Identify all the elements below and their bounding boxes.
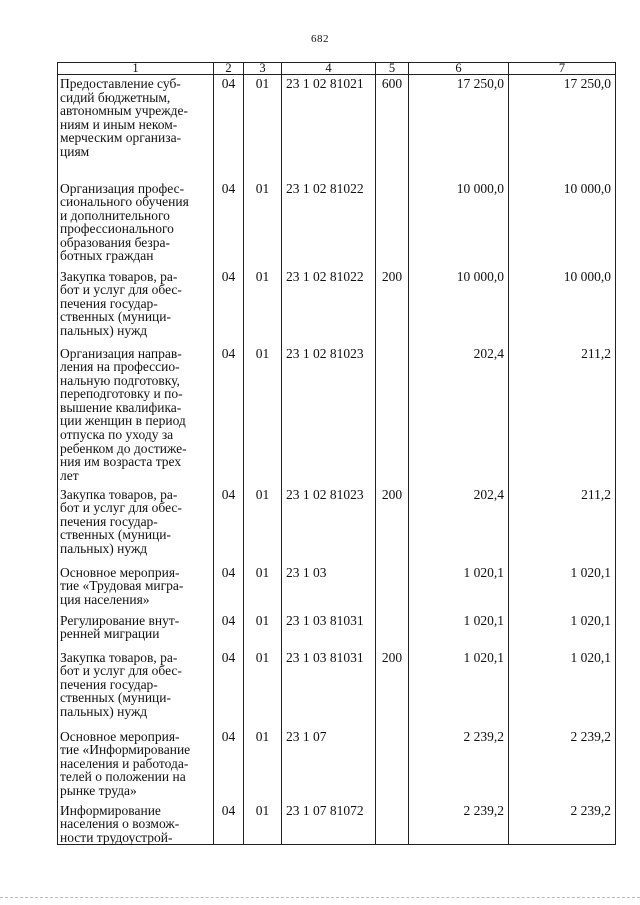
cell-name: Предоставление суб- сидий бюджетным, автономным учрежде- ниям и иным неком- мерческим организа- циям [58,75,214,180]
cell-vr: 600 [376,75,409,180]
cell-name: Основное мероприя- тие «Информирование населения и работода- телей о положении на рынке труда» [58,728,214,802]
cell-vr [376,728,409,802]
cell-vr [376,802,409,845]
cell-csr: 23 1 03 [282,564,376,612]
page-bottom-edge [0,897,640,898]
column-header-1: 1 [58,63,214,75]
table-row [58,268,616,345]
cell-name: Регулирование внут- ренней миграции [58,612,214,649]
cell-sum2: 10 000,0 [509,180,616,268]
cell-rz: 04 [214,728,244,802]
cell-name: Основное мероприя- тие «Трудовая мигра- ция населения» [58,564,214,612]
cell-pr: 01 [244,345,282,486]
cell-name: Организация направ- ления на профессио- нальную подготовку, переподготовку и по- вышение квалифика- ции женщин в период отпуска по уходу за ребенком до достиже- ния им возраста трех лет [58,345,214,486]
column-header-5: 5 [376,63,409,75]
cell-vr: 200 [376,268,409,345]
cell-sum1: 10 000,0 [409,268,509,345]
cell-vr: 200 [376,649,409,728]
cell-rz: 04 [214,564,244,612]
cell-rz: 04 [214,802,244,845]
cell-sum1: 17 250,0 [409,75,509,180]
cell-sum2: 1 020,1 [509,649,616,728]
cell-rz: 04 [214,649,244,728]
cell-vr: 200 [376,486,409,564]
table-header [58,63,616,75]
table-row [58,649,616,728]
cell-sum1: 1 020,1 [409,649,509,728]
cell-rz: 04 [214,486,244,564]
cell-vr [376,345,409,486]
cell-name: Организация профес- сионального обучения и дополнительного профессионального образования безра- ботных граждан [58,180,214,268]
cell-pr: 01 [244,802,282,845]
cell-pr: 01 [244,268,282,345]
cell-sum2: 10 000,0 [509,268,616,345]
cell-sum2: 211,2 [509,345,616,486]
cell-csr: 23 1 02 81022 [282,268,376,345]
table-row [58,180,616,268]
budget-table [57,62,616,845]
cell-rz: 04 [214,612,244,649]
cell-pr: 01 [244,75,282,180]
table-row [58,728,616,802]
cell-csr: 23 1 02 81023 [282,345,376,486]
cell-rz: 04 [214,180,244,268]
column-header-6: 6 [409,63,509,75]
cell-pr: 01 [244,180,282,268]
table-row [58,802,616,845]
table-body [58,75,616,845]
cell-pr: 01 [244,564,282,612]
cell-pr: 01 [244,612,282,649]
table-row [58,486,616,564]
cell-csr: 23 1 02 81022 [282,180,376,268]
cell-sum1: 1 020,1 [409,612,509,649]
table-row [58,345,616,486]
cell-sum1: 202,4 [409,486,509,564]
column-header-7: 7 [509,63,616,75]
column-header-2: 2 [214,63,244,75]
cell-csr: 23 1 02 81023 [282,486,376,564]
cell-sum2: 17 250,0 [509,75,616,180]
cell-name: Закупка товаров, ра- бот и услуг для обес- печения государ- ственных (муници- пальных) нужд [58,268,214,345]
cell-pr: 01 [244,486,282,564]
table-row [58,75,616,180]
cell-vr [376,612,409,649]
cell-csr: 23 1 03 81031 [282,649,376,728]
cell-name: Закупка товаров, ра- бот и услуг для обес- печения государ- ственных (муници- пальных) нужд [58,649,214,728]
cell-pr: 01 [244,728,282,802]
cell-csr: 23 1 07 81072 [282,802,376,845]
column-header-4: 4 [282,63,376,75]
cell-name: Закупка товаров, ра- бот и услуг для обес- печения государ- ственных (муници- пальных) нужд [58,486,214,564]
cell-sum2: 1 020,1 [509,564,616,612]
table-row [58,612,616,649]
cell-rz: 04 [214,345,244,486]
cell-sum1: 202,4 [409,345,509,486]
cell-sum2: 1 020,1 [509,612,616,649]
cell-name: Информирование населения о возмож- ности трудоустрой- [58,802,214,845]
cell-csr: 23 1 02 81021 [282,75,376,180]
cell-csr: 23 1 07 [282,728,376,802]
cell-sum1: 10 000,0 [409,180,509,268]
column-header-3: 3 [244,63,282,75]
cell-rz: 04 [214,75,244,180]
cell-csr: 23 1 03 81031 [282,612,376,649]
cell-vr [376,180,409,268]
cell-sum2: 211,2 [509,486,616,564]
cell-sum1: 2 239,2 [409,728,509,802]
cell-rz: 04 [214,268,244,345]
cell-pr: 01 [244,649,282,728]
page-number: 682 [311,33,329,45]
cell-sum2: 2 239,2 [509,802,616,845]
cell-sum2: 2 239,2 [509,728,616,802]
cell-vr [376,564,409,612]
table-row [58,564,616,612]
cell-sum1: 1 020,1 [409,564,509,612]
cell-sum1: 2 239,2 [409,802,509,845]
